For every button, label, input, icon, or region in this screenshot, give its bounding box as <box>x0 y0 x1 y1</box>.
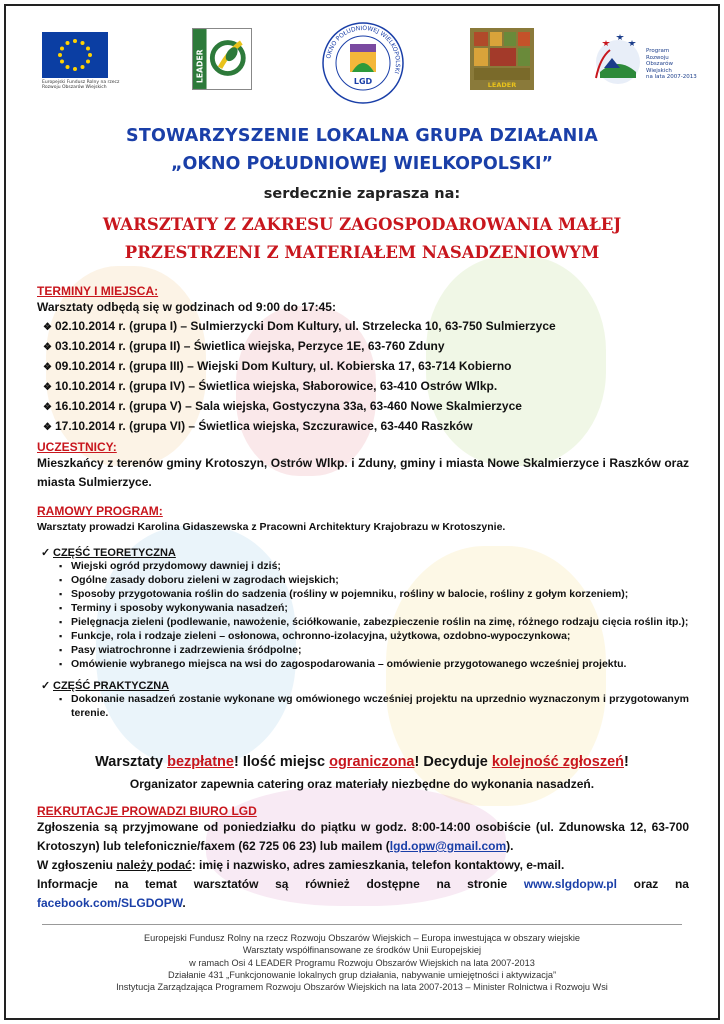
practice-heading <box>37 679 689 692</box>
list-item: ▪ Sposoby przygotowania roślin do sadzenia (rośliny w pojemniku, rośliny w balocie, rośliny z gołym korzeniem); <box>59 587 689 601</box>
footer-line: Europejski Fundusz Rolny na rzecz Rozwoju Obszarów Wiejskich – Europa inwestująca w obszary wiejskie <box>143 933 581 943</box>
recruitment-line3 <box>37 875 689 913</box>
diamond-bullet-icon: ❖ <box>43 401 52 413</box>
eu-stars-icon <box>42 32 108 78</box>
term-item <box>37 417 689 437</box>
list-item: ▪ Pielęgnacja zieleni (podlewanie, nawożenie, ściółkowanie, zabezpieczenie roślin na zimę, różnego rodzaju cięcia roślin itp.); <box>59 615 689 629</box>
footer-line: Działanie 431 „Funkcjonowanie lokalnych grup działania, nabywanie umiejętności i aktywizacja” <box>167 969 557 980</box>
poster-frame <box>4 4 720 1020</box>
notice-order: kolejność zgłoszeń <box>491 754 625 770</box>
notice-limited: ograniczona <box>329 754 415 770</box>
recruitment-text: W zgłoszeniu <box>37 858 117 872</box>
list-item: ▪ Funkcje, rola i rodzaje zieleni – osłonowa, ochronno-izolacyjna, użytkowa, ozdobno-wypoczynkowa; <box>59 629 689 643</box>
leader-leaf-icon <box>193 29 251 89</box>
list-item: ▪ Dokonanie nasadzeń zostanie wykonane wg omówionego wcześniej projektu na uprzednio wyznaczonym i przygotowanym terenie. <box>59 692 689 720</box>
program-section <box>37 504 689 720</box>
leader-program-logo <box>470 28 534 90</box>
term-item <box>37 337 689 357</box>
recruitment-line1 <box>37 818 689 856</box>
notice-text: ! Ilość miejsc <box>233 754 330 770</box>
practice-heading-text: CZĘŚĆ PRAKTYCZNA <box>53 680 170 692</box>
prow-logo-text <box>646 48 697 81</box>
catering-notice: Organizator zapewnia catering oraz materiały niezbędne do wykonania nasadzeń. <box>129 777 595 791</box>
diamond-bullet-icon: ❖ <box>43 381 52 393</box>
diamond-bullet-icon: ❖ <box>43 361 52 373</box>
event-title-line1: WARSZTATY Z ZAKRESU ZAGOSPODAROWANIA MAŁEJ <box>102 215 622 234</box>
term-text: 02.10.2014 r. (grupa I) – Sulmierzycki Dom Kultury, ul. Strzelecka 10, 63-750 Sulmierzyce <box>55 318 556 333</box>
recruitment-line2 <box>37 856 689 875</box>
term-text: 10.10.2014 r. (grupa IV) – Świetlica wiejska, Słaborowice, 63-410 Ostrów Wlkp. <box>55 378 498 393</box>
term-text: 17.10.2014 r. (grupa VI) – Świetlica wiejska, Szczurawice, 63-440 Raszków <box>55 418 473 433</box>
prow-line: Rozwoju <box>646 54 669 61</box>
notice-text: ! Decyduje <box>414 754 492 770</box>
recruitment-text: oraz na <box>616 876 689 891</box>
diamond-bullet-icon: ❖ <box>43 421 52 433</box>
term-item <box>37 397 689 417</box>
practice-list <box>37 692 689 720</box>
participants-section <box>37 440 689 492</box>
footer <box>6 932 718 993</box>
organization-name: „OKNO POŁUDNIOWEJ WIELKOPOLSKI” <box>170 154 554 174</box>
term-item <box>37 357 689 377</box>
terms-section <box>37 284 689 437</box>
program-intro: Warsztaty prowadzi Karolina Gidaszewska z Pracowni Architektury Krajobrazu w Krotoszynie. <box>37 521 506 533</box>
terms-heading: TERMINY I MIEJSCA: <box>37 284 159 298</box>
theory-heading <box>37 546 689 559</box>
checkmark-icon: ✓ <box>41 680 51 692</box>
facebook-link[interactable]: facebook.com/SLGDOPW <box>37 895 183 910</box>
diamond-bullet-icon: ❖ <box>43 321 52 333</box>
eu-caption: Europejski Fundusz Rolny na rzecz Rozwoju Obszarów Wiejskich <box>42 80 120 90</box>
lgd-logo <box>320 20 406 106</box>
event-title-line2: PRZESTRZENI Z MATERIAŁEM NASADZENIOWYM <box>124 243 600 262</box>
list-item: ▪ Pasy wiatrochronne i zadrzewienia śródpolne; <box>59 643 689 657</box>
footer-line: Instytucja Zarządzająca Programem Rozwoju Obszarów Wiejskich na lata 2007-2013 – Minister Rolnictwa i Rozwoju Wsi <box>116 982 608 993</box>
recruitment-text: ). <box>506 839 514 853</box>
theory-heading-text: CZĘŚĆ TEORETYCZNA <box>53 547 176 559</box>
leader-mosaic-text: LEADER <box>487 81 517 89</box>
notice-text: Warsztaty <box>95 754 168 770</box>
lgd-abbr: LGD <box>353 77 373 86</box>
prow-line: Obszarów <box>646 61 673 67</box>
lgd-ring-text: OKNO POŁUDNIOWEJ WIELKOPOLSKI <box>325 24 402 75</box>
participants-heading: UCZESTNICY: <box>37 440 117 454</box>
checkmark-icon: ✓ <box>41 547 51 559</box>
list-item: ▪ Terminy i sposoby wykonywania nasadzeń; <box>59 601 689 615</box>
organization-title: STOWARZYSZENIE LOKALNA GRUPA DZIAŁANIA <box>126 126 598 146</box>
notice-text: ! <box>624 754 629 770</box>
prow-stars-icon <box>590 28 646 90</box>
footer-divider <box>42 924 682 925</box>
footer-line: w ramach Osi 4 LEADER Programu Rozwoju Obszarów Wiejskich na lata 2007-2013 <box>189 957 535 968</box>
notice-free: bezpłatne <box>167 754 234 770</box>
list-item: ▪ Ogólne zasady doboru zieleni w zagrodach wiejskich; <box>59 573 689 587</box>
term-item <box>37 377 689 397</box>
recruitment-section <box>37 804 689 913</box>
list-item: ▪ Wiejski ogród przydomowy dawniej i dziś; <box>59 559 689 573</box>
term-item <box>37 317 689 337</box>
recruitment-text: : imię i nazwisko, adres zamieszkania, telefon kontaktowy, e-mail. <box>191 858 565 872</box>
diamond-bullet-icon: ❖ <box>43 341 52 353</box>
theory-list <box>37 559 689 671</box>
eu-flag-logo <box>42 32 108 78</box>
recruitment-text: Informacje na temat warsztatów są również dostępne na stronie <box>37 876 524 891</box>
prow-line: na lata 2007-2013 <box>646 74 697 80</box>
footer-line: Warsztaty współfinansowane ze środków Unii Europejskiej <box>242 945 482 956</box>
leader-logo-text: LEADER <box>195 49 205 84</box>
email-link[interactable]: lgd.opw@gmail.com <box>389 839 507 853</box>
free-notice <box>6 754 718 770</box>
term-text: 03.10.2014 r. (grupa II) – Świetlica wiejska, Perzyce 1E, 63-760 Zduny <box>55 338 445 353</box>
term-text: 16.10.2014 r. (grupa V) – Sala wiejska, Gostyczyna 33a, 63-460 Nowe Skalmierzyce <box>55 398 522 413</box>
logo-bar <box>6 24 718 102</box>
lgd-emblem-icon <box>320 20 406 106</box>
website-link[interactable]: www.slgdopw.pl <box>523 876 617 891</box>
invite-text: serdecznie zaprasza na: <box>263 186 461 202</box>
prow-line: Program <box>646 48 670 54</box>
leader-logo <box>192 28 252 90</box>
recruitment-heading: REKRUTACJE PROWADZI BIURO LGD <box>37 804 257 818</box>
terms-intro: Warsztaty odbędą się w godzinach od 9:00 do 17:45: <box>37 300 336 314</box>
participants-text: Mieszkańcy z terenów gminy Krotoszyn, Ostrów Wlkp. i Zduny, gminy i miasta Nowe Skalmierzyce i Raszków oraz miasta Sulmierzyce. <box>37 456 689 489</box>
recruitment-text: Zgłoszenia są przyjmowane od poniedziałku do piątku w godz. 8:00-14:00 osobiście (ul. Zdunowska 12, 63-700 Krotoszyn) lub telefonicznie/faxem (62 725 06 23) lub mailem ( <box>37 820 689 853</box>
prow-logo <box>590 28 700 90</box>
recruitment-underlined: należy podać <box>116 858 192 872</box>
prow-line: Wiejskich <box>646 67 672 74</box>
term-text: 09.10.2014 r. (grupa III) – Wiejski Dom Kultury, ul. Kobierska 17, 63-714 Kobierno <box>55 358 512 373</box>
program-heading: RAMOWY PROGRAM: <box>37 504 163 518</box>
list-item: ▪ Omówienie wybranego miejsca na wsi do zagospodarowania – omówienie przygotowanego wcześniej projektu. <box>59 657 689 671</box>
leader-mosaic-icon <box>470 28 534 90</box>
recruitment-text: . <box>182 895 186 910</box>
